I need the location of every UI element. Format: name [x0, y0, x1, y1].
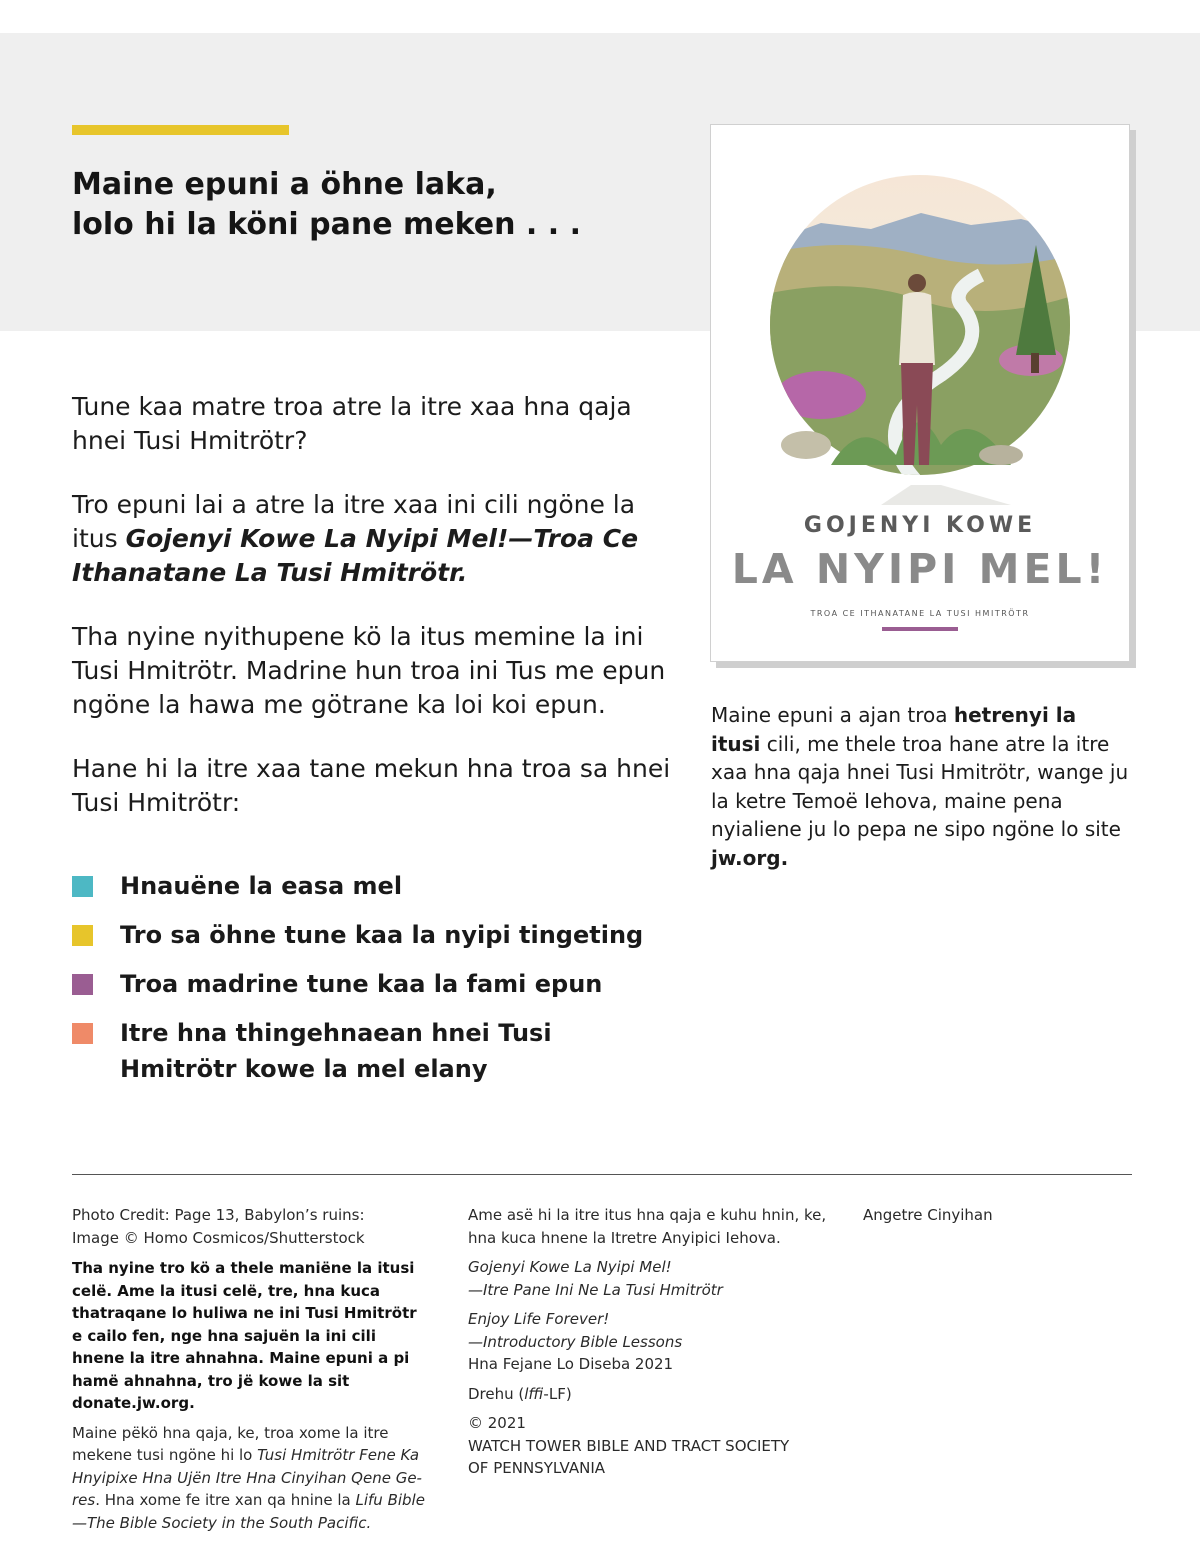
- list-item-text: Tro sa öhne tune kaa la nyipi tingeting: [120, 921, 644, 949]
- pub-title-1a: Gojenyi Kowe La Nyipi Mel!: [468, 1258, 672, 1276]
- list-item: [72, 868, 672, 904]
- title-line-1: Maine epuni a öhne laka,: [72, 167, 497, 202]
- translation-title-2: Lifu Bible —The Bible Society in the South Pacific.: [72, 1491, 425, 1532]
- photo-credit-line-2: Image © Homo Cosmicos/Shutterstock: [72, 1228, 365, 1247]
- list-item: [72, 1015, 672, 1087]
- page-title: [72, 165, 672, 245]
- pub-title-2: [468, 1308, 828, 1353]
- side-note-text-2: cili, me thele troa hane atre la itre xaa hna qaja hnei Tusi Hmitrötr, wange ju la ketre Temoë Iehova, maine pena nyialiene ju lo pepa ne sipo ngöne lo site: [711, 731, 1129, 841]
- paragraph-2-text: Tro epuni lai a atre la itre xaa ini cili ngöne la itus: [72, 490, 636, 553]
- language-code-value: lffi: [524, 1384, 544, 1403]
- footer-divider: [72, 1174, 1132, 1175]
- list-item-text: Itre hna thingehnaean hnei Tusi Hmitrötr kowe la mel elany: [120, 1019, 552, 1083]
- translation-text-1: Maine pëkö hna qaja, ke, troa xome la itre mekene tusi ngöne hi lo: [72, 1423, 389, 1464]
- translation-title-1: Tusi Hmitrötr Fene Ka Hnyipixe Hna Ujën Itre Hna Cinyihan Qene Ge-res: [72, 1446, 422, 1509]
- book-title: Gojenyi Kowe La Nyipi Mel!—Troa Ce Ithanatane La Tusi Hmitrötr.: [72, 524, 639, 587]
- pub-title-2a: Enjoy Life Forever!: [468, 1310, 610, 1328]
- translation-note: [72, 1422, 432, 1535]
- bullet-square-icon: [72, 1023, 93, 1044]
- footer-column-1: [72, 1204, 432, 1534]
- list-item-text: Hnauëne la easa mel: [120, 872, 403, 900]
- side-note: [711, 701, 1131, 872]
- publication-code-label: Angetre Cinyihan: [863, 1206, 993, 1224]
- title-line-2: lolo hi la köni pane meken . . .: [72, 207, 581, 242]
- pub-title-2b: —Introductory Bible Lessons: [468, 1332, 683, 1351]
- side-note-bold-1: hetrenyi la itusi: [711, 703, 1077, 756]
- bullet-square-icon: [72, 925, 93, 946]
- cover-accent-line: [882, 627, 958, 631]
- topic-list: [72, 868, 672, 1100]
- pub-title-1b: —Itre Pane Ini Ne La Tusi Hmitrötr: [468, 1280, 723, 1299]
- book-cover[interactable]: [710, 124, 1130, 662]
- translation-text-2: . Hna xome fe itre xan qa hnine la: [95, 1491, 356, 1509]
- list-item-text: Troa madrine tune kaa la fami epun: [120, 970, 603, 998]
- copyright-holder-2: OF PENNSYLVANIA: [468, 1459, 606, 1477]
- publisher-note: Ame asë hi la itre itus hna qaja e kuhu hnin, ke, hna kuca hnene la Itretre Anyipici Iehova.: [468, 1206, 827, 1247]
- website-link[interactable]: jw.org.: [711, 845, 789, 870]
- copyright-holder-1: WATCH TOWER BIBLE AND TRACT SOCIETY: [468, 1436, 790, 1455]
- list-item: [72, 966, 672, 1002]
- pub-title-1: [468, 1256, 828, 1301]
- cover-tagline: TROA CE ITHANATANE LA TUSI HMITRÖTR: [810, 609, 1030, 618]
- donation-note: Tha nyine tro kö a thele maniëne la itusi celë. Ame la itusi celë, tre, hna kuca thatraqane lo huliwa ne ini Tusi Hmitrötr e cailo fen, nge hna sajuën la ini cili hnene la itre ahnahna. Maine epuni a pi hamë ahnahna, tro jë kowe la sit donate.jw.org.: [72, 1259, 417, 1412]
- photo-credit-line-1: Photo Credit: Page 13, Babylon’s ruins:: [72, 1206, 365, 1224]
- language-name: Drehu (: [468, 1384, 525, 1403]
- language-code: [468, 1383, 828, 1406]
- footer-column-2: [468, 1204, 828, 1480]
- language-code-suffix: -LF): [543, 1384, 572, 1403]
- paragraph-4: Hane hi la itre xaa tane mekun hna troa sa hnei Tusi Hmitrötr:: [72, 754, 671, 817]
- publication-date: Hna Fejane Lo Diseba 2021: [468, 1355, 674, 1373]
- cover-illustration: [711, 125, 1129, 505]
- bullet-square-icon: [72, 876, 93, 897]
- side-note-text-1: Maine epuni a ajan troa: [711, 703, 954, 727]
- footer-column-3: [863, 1204, 1123, 1227]
- paragraph-3: Tha nyine nyithupene kö la itus memine la ini Tusi Hmitrötr. Madrine hun troa ini Tus me epun ngöne la hawa me götrane ka loi koi epun.: [72, 622, 666, 719]
- bullet-square-icon: [72, 974, 93, 995]
- paragraph-2: [72, 488, 672, 590]
- cover-subtitle: GOJENYI KOWE: [803, 513, 1037, 538]
- cover-title: LA NYIPI MEL!: [731, 545, 1109, 593]
- paragraph-1: Tune kaa matre troa atre la itre xaa hna qaja hnei Tusi Hmitrötr?: [72, 392, 632, 455]
- accent-bar: [72, 125, 289, 135]
- list-item: [72, 917, 672, 953]
- copyright-year: © 2021: [468, 1414, 526, 1432]
